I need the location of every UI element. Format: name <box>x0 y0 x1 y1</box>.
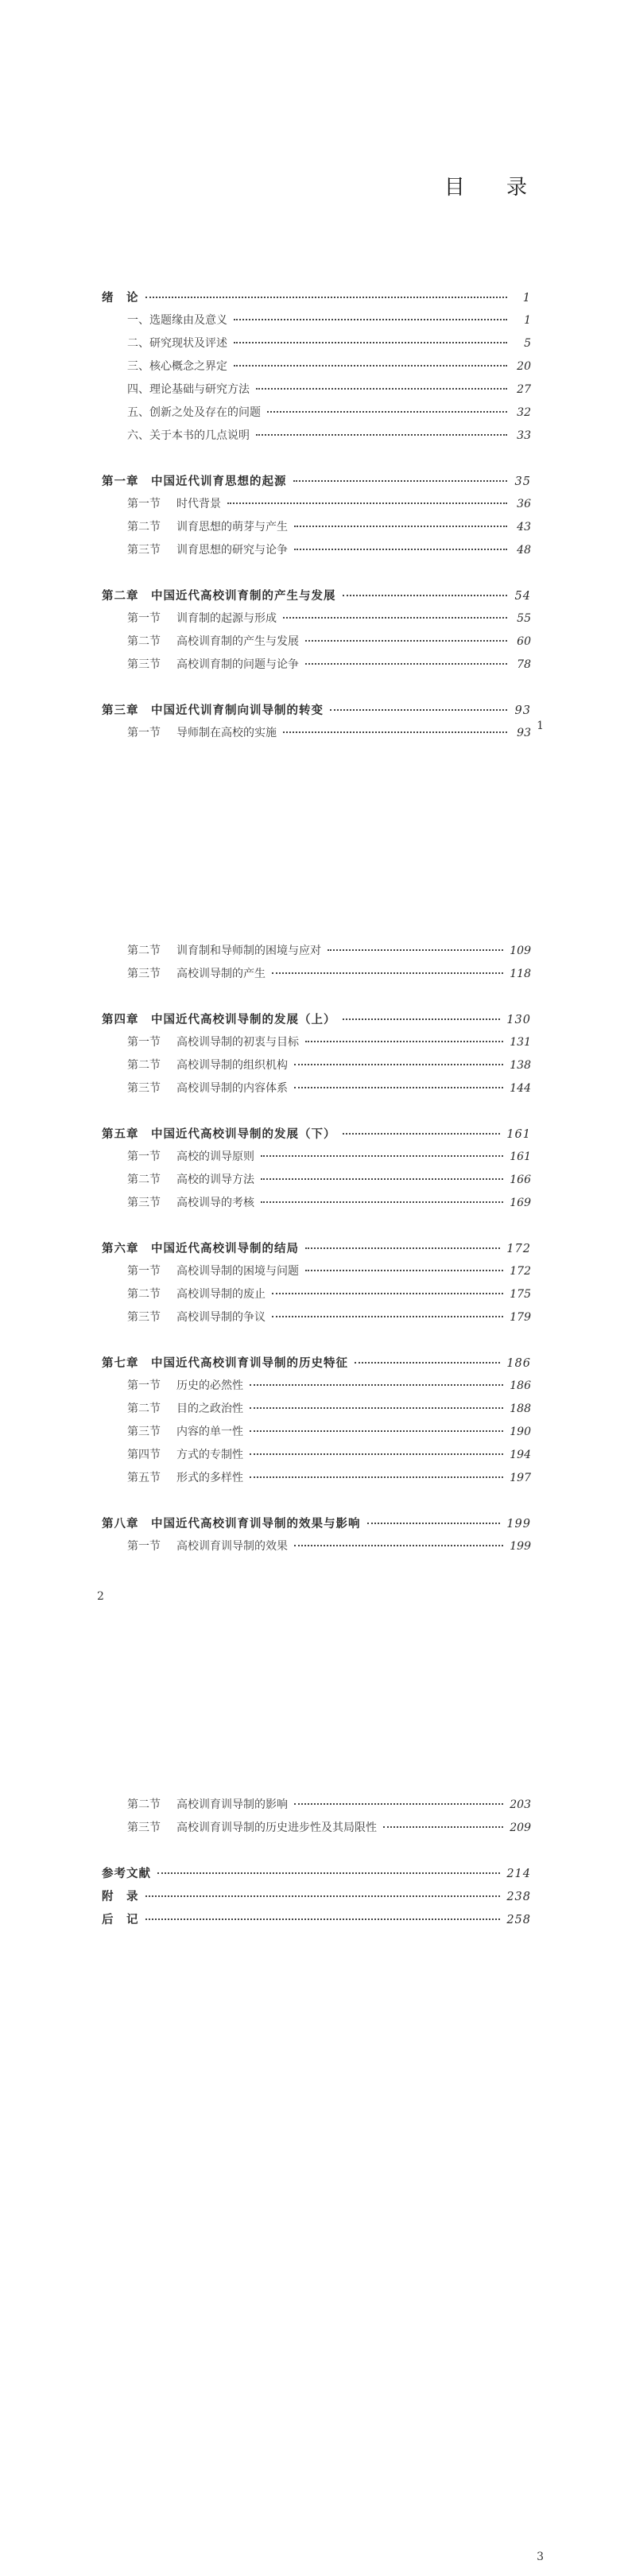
section-number: 第三节 <box>127 544 161 557</box>
toc-entry-label <box>102 1817 380 1840</box>
toc-entry-label <box>102 607 280 630</box>
toc-page-number: 203 <box>510 1798 531 1811</box>
toc-section-entry[interactable] <box>102 493 531 516</box>
section-title: 训育制和导师制的困境与应对 <box>176 945 321 957</box>
toc-chapter-entry[interactable] <box>102 1352 531 1375</box>
toc-entry-label <box>102 539 291 562</box>
dot-leader <box>250 1407 503 1409</box>
toc-page-2 <box>0 875 628 1709</box>
toc-entry-label <box>102 1375 246 1398</box>
dot-leader <box>256 434 507 436</box>
toc-page-number: 54 <box>514 590 531 603</box>
section-number: 第二节 <box>127 1059 161 1072</box>
toc-page-number: 93 <box>517 727 531 739</box>
dot-leader <box>261 1155 503 1157</box>
section-title: 内容的单一性 <box>176 1426 243 1438</box>
dot-leader <box>261 1201 503 1203</box>
toc-chapter-entry[interactable] <box>102 584 531 607</box>
section-title: 目的之政治性 <box>176 1402 243 1415</box>
toc-page-number: 130 <box>506 1014 531 1026</box>
toc-section-entry[interactable] <box>102 1444 531 1467</box>
toc-page-number: 138 <box>510 1059 531 1072</box>
toc-entry-label <box>102 940 324 963</box>
section-title: 高校训育训导制的效果 <box>176 1540 288 1553</box>
section-title: 高校训导制的困境与问题 <box>176 1265 299 1278</box>
toc-page-number: 197 <box>510 1472 531 1484</box>
section-title: 训育思想的萌芽与产生 <box>176 521 288 533</box>
toc-entry-label: 三、核心概念之界定 <box>127 360 227 373</box>
toc-section-entry[interactable] <box>102 1260 531 1283</box>
toc-entry-label <box>102 722 280 745</box>
toc-entry-label <box>102 1398 246 1421</box>
section-title: 高校训育制的问题与论争 <box>176 658 299 671</box>
toc-page-number: 35 <box>514 475 531 488</box>
toc-chapter-entry[interactable] <box>102 1237 531 1260</box>
toc-section-entry[interactable] <box>102 630 531 654</box>
toc-section-entry[interactable] <box>102 539 531 562</box>
toc-section-entry[interactable] <box>102 1794 531 1817</box>
toc-entry-label: 二、研究现状及评述 <box>127 337 227 350</box>
toc-chapter-entry[interactable] <box>102 470 531 493</box>
section-number: 第三节 <box>127 1311 161 1324</box>
section-title: 高校的训导原则 <box>176 1150 254 1163</box>
dot-leader <box>250 1384 503 1386</box>
toc-page-number: 188 <box>510 1402 531 1415</box>
toc-gap <box>102 677 531 699</box>
toc-page-number: 172 <box>506 1243 531 1255</box>
toc-page-number: 179 <box>510 1311 531 1324</box>
toc-entry-label: 一、选题缘由及意义 <box>127 314 227 327</box>
dot-leader <box>250 1430 503 1432</box>
toc-entry-label <box>102 1169 258 1192</box>
toc-page-number: 199 <box>506 1518 531 1530</box>
page-number: 1 <box>537 720 544 732</box>
toc-entry-label: 第五章 中国近代高校训导制的发展（下） <box>102 1127 336 1141</box>
section-title: 高校训导的考核 <box>176 1197 254 1209</box>
toc-section-entry[interactable] <box>102 722 531 745</box>
toc-page-number: 20 <box>517 360 531 373</box>
toc-entry-label: 绪 论 <box>102 291 139 305</box>
toc-chapter-entry[interactable] <box>102 699 531 722</box>
toc-page-number: 175 <box>510 1288 531 1301</box>
toc-entry-label: 六、关于本书的几点说明 <box>127 429 250 442</box>
section-title: 形式的多样性 <box>176 1472 243 1484</box>
toc-section-entry[interactable] <box>102 516 531 539</box>
toc-page-number: 190 <box>510 1426 531 1438</box>
toc-entry-label <box>102 1794 291 1817</box>
toc-page-number: 186 <box>506 1357 531 1370</box>
dot-leader <box>234 319 507 320</box>
toc-section-entry[interactable] <box>102 963 531 986</box>
section-title: 导师制在高校的实施 <box>176 727 277 739</box>
dot-leader <box>355 1362 500 1364</box>
toc-page-number: 5 <box>524 337 531 350</box>
toc-entry-label <box>102 1467 246 1490</box>
section-number: 第一节 <box>127 1265 161 1278</box>
toc-section-entry[interactable] <box>102 1817 531 1840</box>
dot-leader <box>145 1918 501 1920</box>
toc-page-number: 144 <box>510 1082 531 1095</box>
toc-page-number: 109 <box>510 945 531 957</box>
toc-page-number: 93 <box>514 704 531 717</box>
section-number: 第三节 <box>127 658 161 671</box>
section-number: 第二节 <box>127 635 161 648</box>
toc-section-entry[interactable] <box>102 1192 531 1215</box>
toc-entry-label: 五、创新之处及存在的问题 <box>127 406 261 419</box>
toc-page-number: 172 <box>510 1265 531 1278</box>
toc-entry-label: 第八章 中国近代高校训育训导制的效果与影响 <box>102 1517 361 1530</box>
dot-leader <box>157 1872 500 1874</box>
toc-entry-label: 参考文献 <box>102 1867 151 1880</box>
dot-leader <box>267 411 507 413</box>
dot-leader <box>294 549 507 550</box>
dot-leader <box>383 1826 503 1828</box>
toc-page-number: 194 <box>510 1449 531 1461</box>
dot-leader <box>305 1247 500 1249</box>
toc-chapter-entry[interactable] <box>102 1908 531 1931</box>
toc-gap <box>102 448 531 470</box>
section-number: 第二节 <box>127 521 161 533</box>
toc-page-3 <box>0 1749 628 2576</box>
dot-leader <box>145 297 508 298</box>
toc-subsection-entry[interactable] <box>102 402 531 425</box>
toc-entry-label: 第三章 中国近代训育制向训导制的转变 <box>102 704 324 717</box>
dot-leader <box>343 1018 501 1020</box>
toc-page-number: 27 <box>517 383 531 396</box>
toc-entry-label <box>102 654 302 677</box>
toc-entry-label <box>102 1283 269 1306</box>
section-number: 第三节 <box>127 968 161 980</box>
toc-page-number: 55 <box>517 612 531 625</box>
dot-leader <box>294 1087 503 1088</box>
toc-chapter-entry[interactable] <box>102 1862 531 1885</box>
toc-entry-label: 第七章 中国近代高校训育训导制的历史特征 <box>102 1356 348 1370</box>
section-title: 高校训导制的组织机构 <box>176 1059 288 1072</box>
toc-gap <box>102 562 531 584</box>
dot-leader <box>294 1545 503 1546</box>
section-title: 高校训育制的产生与发展 <box>176 635 299 648</box>
dot-leader <box>145 1895 501 1897</box>
toc-gap <box>102 1490 531 1512</box>
section-number: 第一节 <box>127 612 161 625</box>
toc-section-entry[interactable] <box>102 607 531 630</box>
toc-page-number: 33 <box>517 429 531 442</box>
toc-subsection-entry[interactable] <box>102 378 531 402</box>
toc-entry-label: 附 录 <box>102 1890 139 1903</box>
section-number: 第一节 <box>127 1379 161 1392</box>
toc-chapter-entry[interactable] <box>102 1885 531 1908</box>
section-number: 第一节 <box>127 727 161 739</box>
dot-leader <box>227 502 507 504</box>
toc-entry-label <box>102 516 291 539</box>
toc-page-number: 118 <box>510 968 531 980</box>
toc-subsection-entry[interactable] <box>102 309 531 332</box>
toc-entry-label <box>102 1260 302 1283</box>
dot-leader <box>330 709 507 711</box>
toc-entry-label <box>102 1444 246 1467</box>
toc-entry-label <box>102 493 224 516</box>
section-number: 第一节 <box>127 498 161 510</box>
toc-subsection-entry[interactable] <box>102 425 531 448</box>
section-number: 第三节 <box>127 1197 161 1209</box>
toc-entry-label: 第一章 中国近代训育思想的起源 <box>102 475 287 488</box>
dot-leader <box>305 1041 503 1042</box>
toc-page-number: 186 <box>510 1379 531 1392</box>
toc-section-entry[interactable] <box>102 940 531 963</box>
dot-leader <box>272 1316 503 1317</box>
section-title: 历史的必然性 <box>176 1379 243 1392</box>
toc-section-entry[interactable] <box>102 1031 531 1054</box>
dot-leader <box>294 1064 503 1065</box>
toc-page-number: 131 <box>510 1036 531 1049</box>
section-title: 时代背景 <box>176 498 221 510</box>
toc-page-number: 43 <box>517 521 531 533</box>
dot-leader <box>328 949 503 951</box>
toc-entry-label: 四、理论基础与研究方法 <box>127 383 250 396</box>
section-title: 高校训导制的争议 <box>176 1311 266 1324</box>
toc-section-entry[interactable] <box>102 1375 531 1398</box>
toc-section-entry[interactable] <box>102 1306 531 1329</box>
dot-leader <box>250 1476 503 1478</box>
toc-page-number: 214 <box>506 1868 531 1880</box>
toc-page-number: 169 <box>510 1197 531 1209</box>
dot-leader <box>294 526 507 527</box>
toc-entry-label: 第六章 中国近代高校训导制的结局 <box>102 1242 299 1255</box>
section-number: 第二节 <box>127 1798 161 1811</box>
toc-page-number: 166 <box>510 1174 531 1186</box>
section-number: 第二节 <box>127 945 161 957</box>
toc-page-number: 48 <box>517 544 531 557</box>
page-title: 目 录 <box>444 176 545 200</box>
toc-entry-label <box>102 1031 302 1054</box>
section-title: 高校训育训导制的历史进步性及其局限性 <box>176 1821 377 1834</box>
toc-entry-label: 后 记 <box>102 1913 139 1926</box>
section-title: 高校训导制的内容体系 <box>176 1082 288 1095</box>
toc-page-number: 161 <box>506 1128 531 1141</box>
toc-entry-label <box>102 1054 291 1077</box>
toc-page-number: 161 <box>510 1150 531 1163</box>
section-title: 高校的训导方法 <box>176 1174 254 1186</box>
toc-entry-label <box>102 1421 246 1444</box>
toc-entry-label <box>102 1306 269 1329</box>
toc-entry-label <box>102 963 269 986</box>
toc-gap <box>102 986 531 1008</box>
toc-page-number: 78 <box>517 658 531 671</box>
toc-gap <box>102 1215 531 1237</box>
dot-leader <box>294 1803 503 1805</box>
dot-leader <box>293 480 508 482</box>
section-title: 方式的专制性 <box>176 1449 243 1461</box>
page-number: 3 <box>537 2551 544 2563</box>
toc-list <box>102 286 531 745</box>
toc-entry-label <box>102 1535 291 1558</box>
toc-page-number: 1 <box>524 314 531 327</box>
toc-entry-label: 第四章 中国近代高校训导制的发展（上） <box>102 1013 336 1026</box>
toc-section-entry[interactable] <box>102 1467 531 1490</box>
section-number: 第一节 <box>127 1036 161 1049</box>
section-number: 第三节 <box>127 1426 161 1438</box>
toc-page-number: 32 <box>517 406 531 419</box>
toc-page-number: 60 <box>517 635 531 648</box>
section-title: 高校训导制的初衷与目标 <box>176 1036 299 1049</box>
dot-leader <box>283 731 507 733</box>
toc-gap <box>102 1100 531 1123</box>
toc-section-entry[interactable] <box>102 1421 531 1444</box>
section-number: 第一节 <box>127 1540 161 1553</box>
section-number: 第五节 <box>127 1472 161 1484</box>
section-number: 第二节 <box>127 1402 161 1415</box>
section-title: 高校训导制的废止 <box>176 1288 266 1301</box>
toc-entry-label <box>102 1077 291 1100</box>
toc-gap <box>102 1329 531 1352</box>
dot-leader <box>234 342 507 343</box>
section-title: 高校训育训导制的影响 <box>176 1798 288 1811</box>
toc-page-1 <box>0 0 628 795</box>
section-title: 高校训导制的产生 <box>176 968 266 980</box>
toc-entry-label: 第二章 中国近代高校训育制的产生与发展 <box>102 589 336 603</box>
dot-leader <box>256 388 507 390</box>
toc-section-entry[interactable] <box>102 1054 531 1077</box>
dot-leader <box>234 365 507 367</box>
toc-entry-label <box>102 630 302 654</box>
toc-chapter-entry[interactable] <box>102 1123 531 1146</box>
section-title: 训育思想的研究与论争 <box>176 544 288 557</box>
toc-subsection-entry[interactable] <box>102 332 531 355</box>
toc-section-entry[interactable] <box>102 1398 531 1421</box>
dot-leader <box>261 1178 503 1180</box>
dot-leader <box>305 640 507 642</box>
toc-section-entry[interactable] <box>102 1169 531 1192</box>
toc-gap <box>102 1840 531 1862</box>
dot-leader <box>272 1293 503 1294</box>
toc-page-number: 36 <box>517 498 531 510</box>
section-number: 第二节 <box>127 1174 161 1186</box>
toc-list <box>102 940 531 1558</box>
toc-subsection-entry[interactable] <box>102 355 531 378</box>
toc-page-number: 258 <box>506 1914 531 1926</box>
toc-entry-label <box>102 1146 258 1169</box>
toc-entry-label <box>102 1192 258 1215</box>
dot-leader <box>272 972 503 974</box>
section-number: 第四节 <box>127 1449 161 1461</box>
dot-leader <box>343 1133 501 1135</box>
page-number: 2 <box>97 1590 104 1603</box>
dot-leader <box>305 663 507 665</box>
dot-leader <box>283 617 507 619</box>
section-number: 第二节 <box>127 1288 161 1301</box>
toc-chapter-entry[interactable] <box>102 1512 531 1535</box>
toc-chapter-entry[interactable] <box>102 1008 531 1031</box>
section-number: 第一节 <box>127 1150 161 1163</box>
toc-chapter-entry[interactable] <box>102 286 531 309</box>
dot-leader <box>367 1523 501 1524</box>
toc-section-entry[interactable] <box>102 1146 531 1169</box>
dot-leader <box>305 1270 503 1271</box>
toc-list <box>102 1794 531 1931</box>
toc-page-number: 238 <box>506 1891 531 1903</box>
toc-section-entry[interactable] <box>102 1077 531 1100</box>
toc-section-entry[interactable] <box>102 1535 531 1558</box>
toc-section-entry[interactable] <box>102 1283 531 1306</box>
dot-leader <box>343 595 508 596</box>
toc-page-number: 1 <box>522 292 531 305</box>
section-number: 第三节 <box>127 1821 161 1834</box>
toc-page-number: 209 <box>510 1821 531 1834</box>
section-title: 训育制的起源与形成 <box>176 612 277 625</box>
section-number: 第三节 <box>127 1082 161 1095</box>
dot-leader <box>250 1453 503 1455</box>
toc-page-number: 199 <box>510 1540 531 1553</box>
toc-section-entry[interactable] <box>102 654 531 677</box>
